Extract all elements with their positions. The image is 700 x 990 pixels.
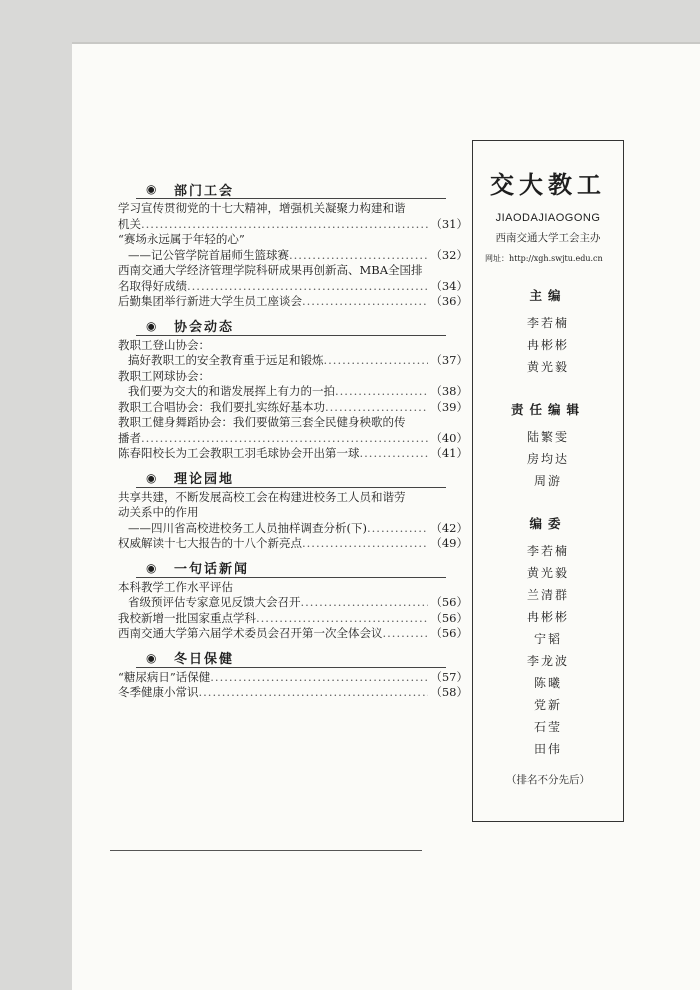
page-edge — [72, 42, 700, 44]
section-title: 协会动态 — [174, 320, 235, 335]
dot-leader — [325, 400, 428, 416]
masthead-sponsor: 西南交通大学工会主办 — [495, 232, 601, 244]
toc-entry-text: 本科教学工作水平评估 — [118, 579, 233, 594]
dot-leader — [199, 685, 429, 701]
toc-page-number: （58） — [430, 685, 468, 699]
dot-leader — [210, 670, 428, 686]
toc-entry-text: 教职工网球协会： — [118, 368, 210, 383]
section-header — [146, 317, 468, 335]
toc-entry — [118, 626, 468, 642]
toc-entry-text: 我们要为交大的和谐发展挥上有力的一拍 — [128, 384, 335, 398]
toc-entry — [118, 580, 468, 596]
circled-dot-icon: ◉ — [146, 318, 157, 333]
dot-leader — [302, 294, 428, 310]
dot-leader — [141, 217, 428, 233]
staff-name: 房均达 — [526, 452, 569, 466]
toc-entry — [118, 294, 468, 310]
toc-entry-text: 教职工合唱协会：我们要扎实练好基本功 — [118, 399, 325, 414]
toc-entry-text: 学习宣传贯彻党的十七大精神，增强机关凝聚力构建和谐 — [118, 201, 406, 215]
toc-page-number: （56） — [430, 610, 468, 625]
toc-entry-text: 动关系中的作用 — [118, 505, 199, 519]
toc-entry-text: 名取得好成绩 — [118, 278, 187, 293]
toc-section — [118, 317, 468, 462]
toc-entry — [118, 201, 468, 217]
staff-name: 李若楠 — [526, 544, 569, 558]
staff-name: 陈曦 — [533, 676, 562, 690]
toc-entry-text: “糖尿病日”话保健 — [118, 669, 211, 684]
dot-leader — [335, 384, 428, 400]
masthead-pinyin: JIAODAJIAOGONG — [495, 212, 601, 224]
toc-section — [118, 469, 468, 552]
masthead-staff — [473, 286, 623, 760]
toc-entry-text: 搞好教职工的安全教育重于远足和锻炼 — [128, 353, 324, 367]
toc-entry — [118, 353, 468, 369]
staff-name: 陆繁雯 — [526, 430, 569, 444]
toc-entry — [118, 536, 468, 552]
toc-page-number: （57） — [430, 669, 468, 684]
toc-entry-text: “赛场永远属于年轻的心” — [118, 232, 245, 246]
masthead-note: （排名不分先后） — [506, 774, 590, 786]
toc-page-number: （34） — [430, 278, 468, 293]
dot-leader — [301, 595, 429, 611]
staff-name: 黄光毅 — [526, 360, 569, 374]
toc-entry-text: 教职工登山协会： — [118, 337, 210, 352]
toc-page-number: （41） — [430, 446, 468, 460]
staff-group — [473, 400, 623, 492]
toc-entry — [118, 431, 468, 447]
toc-entry-text: 冬季健康小常识 — [118, 685, 199, 699]
section-header — [146, 649, 468, 667]
dot-leader — [324, 353, 429, 369]
toc-entry-text: 陈春阳校长为工会教职工羽毛球协会开出第一球 — [118, 446, 360, 460]
toc-section — [118, 649, 468, 701]
dot-leader — [360, 446, 429, 462]
staff-group — [473, 514, 623, 760]
circled-dot-icon: ◉ — [146, 470, 157, 485]
dot-leader — [367, 521, 428, 537]
toc-entry — [118, 369, 468, 385]
toc-entry — [118, 521, 468, 537]
masthead-url: 网址：http://xgh.swjtu.edu.cn — [485, 254, 603, 263]
toc-entry-text: 我校新增一批国家重点学科 — [118, 610, 256, 625]
toc-entry — [118, 505, 468, 521]
toc-entry-text: 权威解读十七大报告的十八个新亮点 — [118, 536, 302, 550]
staff-name: 李若楠 — [526, 316, 569, 330]
staff-role: 主编 — [529, 288, 567, 303]
toc-page-number: （49） — [430, 536, 468, 550]
toc-entry — [118, 217, 468, 233]
masthead-box — [472, 140, 624, 822]
toc-entry-text: 播者 — [118, 430, 141, 445]
toc-entry-text: 后勤集团举行新进大学生员工座谈会 — [118, 294, 302, 308]
toc-page-number: （31） — [430, 216, 468, 231]
dot-leader — [141, 431, 428, 447]
staff-name: 冉彬彬 — [526, 610, 569, 624]
toc-entry-text: 教职工健身舞蹈协会：我们要做第三套全民健身秧歌的传 — [118, 415, 406, 429]
toc-entry-text: 西南交通大学经济管理学院科研成果再创新高、MBA全国排 — [118, 263, 423, 277]
dot-leader — [383, 626, 429, 642]
toc-entry — [118, 670, 468, 686]
toc-page-number: （56） — [430, 595, 468, 609]
staff-role: 责任编辑 — [510, 402, 585, 417]
masthead-title: 交大教工 — [490, 170, 606, 199]
toc-page-number: （56） — [430, 626, 468, 640]
toc-entry — [118, 248, 468, 264]
section-header — [146, 559, 468, 577]
section-title: 理论园地 — [174, 472, 235, 487]
staff-name: 田伟 — [533, 742, 562, 756]
toc-entry — [118, 415, 468, 431]
dot-leader — [302, 536, 428, 552]
staff-name: 周游 — [533, 474, 562, 488]
toc-entry — [118, 400, 468, 416]
staff-name: 冉彬彬 — [526, 338, 569, 352]
toc-section — [118, 180, 468, 310]
circled-dot-icon: ◉ — [146, 650, 157, 665]
staff-name: 宁韬 — [533, 632, 562, 646]
toc-section — [118, 559, 468, 642]
toc-entry — [118, 263, 468, 279]
bottom-divider — [110, 850, 422, 851]
dot-leader — [187, 279, 428, 295]
toc-entry-text: ——四川省高校进校务工人员抽样调查分析(下) — [128, 520, 367, 535]
staff-name: 党新 — [533, 698, 562, 712]
table-of-contents — [118, 180, 468, 708]
toc-entry — [118, 685, 468, 701]
toc-entry — [118, 490, 468, 506]
staff-name: 李龙波 — [526, 654, 569, 668]
toc-page-number: （32） — [430, 247, 468, 262]
staff-name: 石莹 — [533, 720, 562, 734]
toc-entry-text: 省级预评估专家意见反馈大会召开 — [128, 595, 301, 609]
toc-entry — [118, 446, 468, 462]
section-title: 部门工会 — [174, 183, 235, 199]
circled-dot-icon: ◉ — [146, 560, 157, 575]
toc-page-number: （39） — [430, 399, 468, 414]
toc-entry — [118, 595, 468, 611]
toc-entry — [118, 338, 468, 354]
staff-name: 黄光毅 — [526, 566, 569, 580]
toc-page-number: （36） — [430, 294, 468, 308]
toc-entry-text: 机关 — [118, 216, 141, 231]
section-header — [146, 469, 468, 487]
toc-entry-text: ——记公管学院首届师生篮球赛 — [128, 247, 289, 262]
staff-name: 兰清群 — [526, 588, 569, 602]
toc-page-number: （40） — [430, 430, 468, 445]
section-header — [146, 180, 468, 198]
toc-page-number: （42） — [430, 520, 468, 535]
circled-dot-icon: ◉ — [146, 182, 157, 196]
dot-leader — [256, 611, 428, 627]
toc-entry-text: 西南交通大学第六届学术委员会召开第一次全体会议 — [118, 626, 383, 640]
staff-role: 编委 — [529, 516, 567, 531]
toc-entry — [118, 279, 468, 295]
toc-entry — [118, 384, 468, 400]
staff-group — [473, 286, 623, 378]
toc-entry — [118, 232, 468, 248]
toc-page-number: （38） — [430, 384, 468, 398]
section-title: 冬日保健 — [174, 652, 235, 667]
toc-page-number: （37） — [430, 353, 468, 367]
dot-leader — [289, 248, 428, 264]
section-title: 一句话新闻 — [174, 562, 250, 577]
toc-entry — [118, 611, 468, 627]
toc-entry-text: 共享共建，不断发展高校工会在构建进校务工人员和谐劳 — [118, 489, 406, 504]
